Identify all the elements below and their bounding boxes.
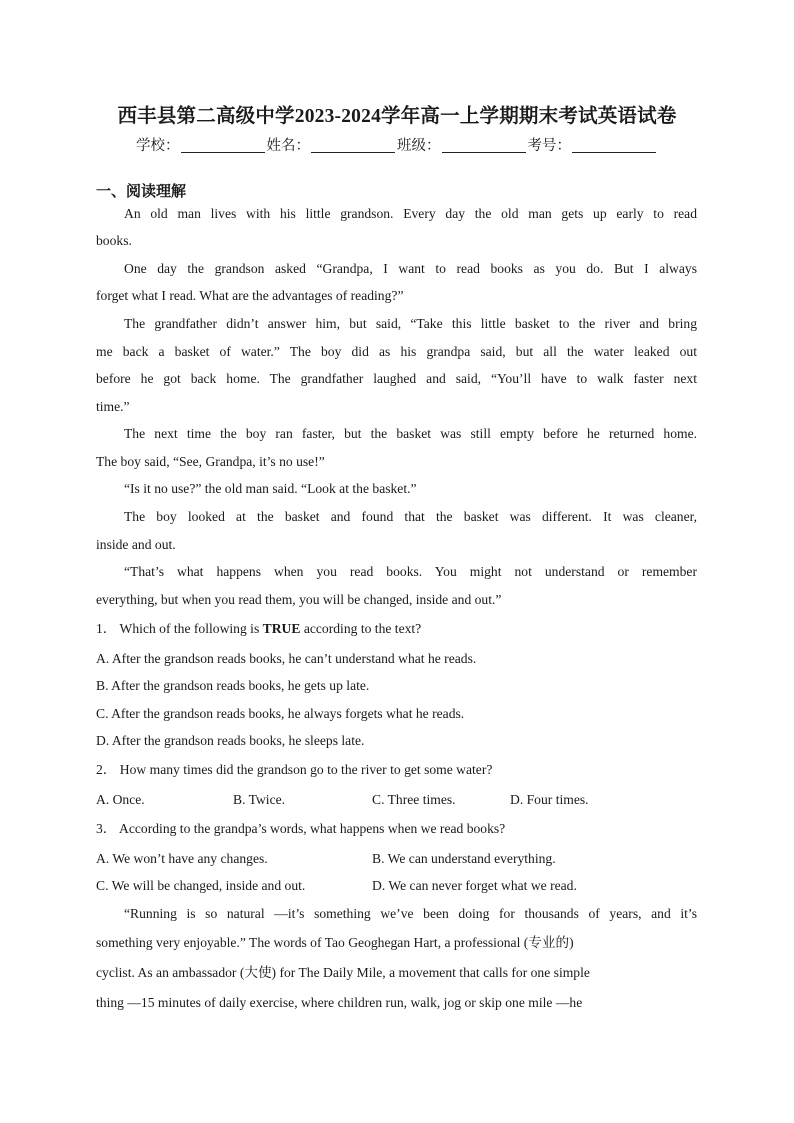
question-3-option-d[interactable]: D. We can never forget what we read. <box>372 878 577 893</box>
passage1-line: The boy looked at the basket and found that the basket was different. It was cleaner, <box>124 509 697 524</box>
passage1-line: forget what I read. What are the advantages of reading?” <box>96 288 404 303</box>
passage1-line: inside and out. <box>96 537 176 552</box>
question-3-option-b[interactable]: B. We can understand everything. <box>372 851 556 866</box>
passage1-line: An old man lives with his little grandson. Every day the old man gets up early to read <box>124 206 697 221</box>
question-1-option-b[interactable]: B. After the grandson reads books, he gets up late. <box>96 678 370 693</box>
passage1-line: before he got back home. The grandfather laughed and said, “You’ll have to walk faster next <box>96 371 697 386</box>
number-label: 考号： <box>527 138 571 154</box>
class-label: 班级： <box>397 138 441 154</box>
question-3-stem: 3． According to the grandpa’s words, what happens when we read books? <box>96 821 506 836</box>
passage2-line: something very enjoyable.” The words of Tao Geoghegan Hart, a professional (专业的) <box>96 935 574 950</box>
passage1-line: everything, but when you read them, you will be changed, inside and out.” <box>96 592 502 607</box>
passage2-line: thing —15 minutes of daily exercise, where children run, walk, jog or skip one mile —he <box>96 995 583 1010</box>
question-1-option-d[interactable]: D. After the grandson reads books, he sleeps late. <box>96 733 365 748</box>
question-2-option-c[interactable]: C. Three times. <box>372 792 456 807</box>
name-label: 姓名： <box>266 138 310 154</box>
question-2-option-a[interactable]: A. Once. <box>96 792 145 807</box>
passage1-line: books. <box>96 233 132 248</box>
exam-title: 西丰县第二高级中学2023-2024学年高一上学期期末考试英语试卷 <box>117 106 677 127</box>
passage2-line: “Running is so natural —it’s something we’ve been doing for thousands of years, and it’s <box>124 906 697 921</box>
question-1-prefix: 1． Which of the following is <box>96 621 260 636</box>
school-blank[interactable] <box>181 138 265 153</box>
name-blank[interactable] <box>311 138 395 153</box>
passage1-line: The grandfather didn’t answer him, but said, “Take this little basket to the river and bring <box>124 316 697 331</box>
passage2-line: cyclist. As an ambassador (大使) for The Daily Mile, a movement that calls for one simple <box>96 965 590 980</box>
question-1-option-a[interactable]: A. After the grandson reads books, he can’t understand what he reads. <box>96 651 477 666</box>
school-label: 学校： <box>136 138 180 154</box>
question-3-option-a[interactable]: A. We won’t have any changes. <box>96 851 268 866</box>
student-info-line <box>0 134 794 155</box>
passage1-line: “Is it no use?” the old man said. “Look at the basket.” <box>124 481 417 496</box>
question-2-stem: 2． How many times did the grandson go to the river to get some water? <box>96 762 493 777</box>
passage1-line: One day the grandson asked “Grandpa, I want to read books as you do. But I always <box>124 261 697 276</box>
question-1-suffix: according to the text? <box>303 621 422 636</box>
number-blank[interactable] <box>572 138 656 153</box>
question-1-emphasis: TRUE <box>262 621 301 636</box>
passage1-line: “That’s what happens when you read books. You might not understand or remember <box>124 564 697 579</box>
question-1-stem <box>96 620 697 638</box>
question-3-option-c[interactable]: C. We will be changed, inside and out. <box>96 878 306 893</box>
passage1-line: The boy said, “See, Grandpa, it’s no use!” <box>96 454 325 469</box>
passage1-line: me back a basket of water.” The boy did as his grandpa said, but all the water leaked out <box>96 344 697 359</box>
section-heading: 一、阅读理解 <box>96 184 187 200</box>
question-2-option-b[interactable]: B. Twice. <box>233 792 286 807</box>
passage1-line: The next time the boy ran faster, but the basket was still empty before he returned home. <box>124 426 697 441</box>
question-1-option-c[interactable]: C. After the grandson reads books, he always forgets what he reads. <box>96 706 465 721</box>
class-blank[interactable] <box>442 138 526 153</box>
question-2-option-d[interactable]: D. Four times. <box>510 792 589 807</box>
passage1-line: time.” <box>96 399 130 414</box>
